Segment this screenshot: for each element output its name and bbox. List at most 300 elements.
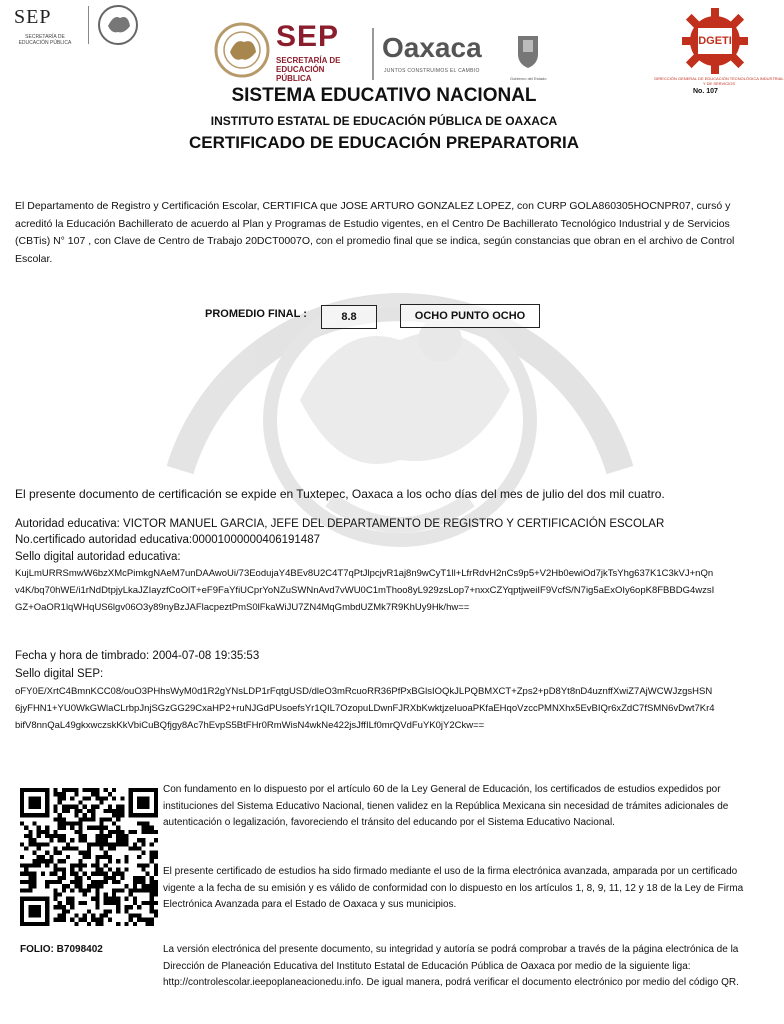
qr-module (83, 893, 87, 897)
qr-module (104, 876, 108, 880)
qr-module (83, 813, 87, 817)
qr-module (112, 893, 116, 897)
qr-module (33, 838, 37, 842)
qr-module (145, 918, 149, 922)
qr-module (62, 909, 66, 913)
qr-module (70, 847, 74, 851)
qr-module (150, 880, 154, 884)
qr-module (141, 884, 145, 888)
qr-module (125, 897, 129, 901)
qr-module (83, 888, 87, 892)
qr-module (150, 859, 154, 863)
qr-module (125, 834, 129, 838)
qr-module (70, 821, 74, 825)
qr-module (79, 884, 83, 888)
qr-module (112, 901, 116, 905)
qr-module (108, 834, 112, 838)
qr-module (108, 909, 112, 913)
qr-module (150, 897, 154, 901)
qr-module (99, 880, 103, 884)
qr-module (66, 809, 70, 813)
qr-module (141, 842, 145, 846)
qr-module (74, 847, 78, 851)
qr-module (87, 888, 91, 892)
sep-small-word: SEP (14, 6, 52, 28)
national-seal-icon (96, 4, 140, 46)
qr-module (112, 842, 116, 846)
qr-module (95, 792, 99, 796)
qr-module (108, 855, 112, 859)
qr-module (145, 884, 149, 888)
qr-module (79, 834, 83, 838)
qr-module (116, 901, 120, 905)
qr-module (24, 863, 28, 867)
qr-module (104, 842, 108, 846)
qr-module (137, 847, 141, 851)
qr-module (116, 842, 120, 846)
qr-module (133, 847, 137, 851)
qr-module (53, 817, 57, 821)
qr-module (141, 918, 145, 922)
qr-module (79, 863, 83, 867)
qr-module (62, 796, 66, 800)
qr-module (58, 918, 62, 922)
qr-module (112, 788, 116, 792)
qr-module (58, 834, 62, 838)
oaxaca-gov-label: Gobierno del Estado (510, 76, 547, 81)
qr-module (66, 855, 70, 859)
qr-module (62, 859, 66, 863)
qr-module (83, 796, 87, 800)
qr-module (91, 872, 95, 876)
qr-module (99, 838, 103, 842)
qr-module (95, 880, 99, 884)
qr-module (116, 813, 120, 817)
qr-module (58, 838, 62, 842)
qr-module (99, 826, 103, 830)
qr-module (108, 859, 112, 863)
qr-module (104, 863, 108, 867)
qr-module (129, 913, 133, 917)
sep-main-subtitle: SECRETARÍA DE EDUCACIÓN PÚBLICA (276, 56, 341, 83)
qr-module (87, 884, 91, 888)
qr-module (70, 880, 74, 884)
qr-module (87, 855, 91, 859)
qr-module (95, 863, 99, 867)
qr-module (62, 792, 66, 796)
qr-module (37, 855, 41, 859)
qr-module (83, 918, 87, 922)
qr-module (33, 851, 37, 855)
qr-module (141, 901, 145, 905)
qr-module (116, 897, 120, 901)
qr-module (112, 813, 116, 817)
qr-module (133, 876, 137, 880)
qr-module (141, 867, 145, 871)
qr-module (58, 901, 62, 905)
qr-module (62, 805, 66, 809)
authority-block (15, 516, 755, 548)
qr-module (74, 830, 78, 834)
header-divider (88, 6, 89, 44)
legal-paragraph-1: Con fundamento en lo dispuesto por el artículo 60 de la Ley General de Educación, los certificados de estudios expedidos por instituciones del Sistema Educativo Nacional, tienen validez en la República Mexicana sin necesidad de trámites adicionales de autenticación o legalización, favoreciendo el tránsito del educando por el Sistema Educativo Nacional. (163, 784, 729, 828)
qr-module (116, 880, 120, 884)
qr-module (154, 888, 158, 892)
qr-module (49, 838, 53, 842)
authority-name: Autoridad educativa: VICTOR MANUEL GARCIA, JEFE DEL DEPARTAMENTO DE REGISTRO Y CERTIFICACIÓN ESCOLAR (15, 518, 665, 530)
qr-module (116, 867, 120, 871)
qr-module (53, 834, 57, 838)
qr-module (95, 888, 99, 892)
oaxaca-divider (372, 28, 374, 80)
qr-module (87, 876, 91, 880)
qr-module (58, 801, 62, 805)
qr-module (104, 817, 108, 821)
qr-module (62, 834, 66, 838)
qr-module (79, 851, 83, 855)
qr-module (104, 855, 108, 859)
qr-module (37, 830, 41, 834)
qr-module (116, 859, 120, 863)
qr-module (150, 918, 154, 922)
qr-module (154, 867, 158, 871)
qr-module (108, 805, 112, 809)
qr-finder (137, 796, 150, 809)
qr-module (145, 863, 149, 867)
qr-module (99, 801, 103, 805)
sep-seal-icon (214, 22, 270, 78)
qr-module (125, 909, 129, 913)
qr-module (154, 909, 158, 913)
qr-module (150, 855, 154, 859)
qr-module (53, 893, 57, 897)
qr-module (20, 863, 24, 867)
qr-module (120, 838, 124, 842)
qr-module (95, 855, 99, 859)
qr-module (70, 826, 74, 830)
qr-module (95, 838, 99, 842)
qr-module (108, 792, 112, 796)
qr-module (120, 830, 124, 834)
qr-module (133, 880, 137, 884)
qr-module (150, 851, 154, 855)
qr-module (91, 813, 95, 817)
qr-module (58, 826, 62, 830)
qr-module (83, 805, 87, 809)
qr-module (154, 830, 158, 834)
qr-module (70, 805, 74, 809)
qr-module (99, 872, 103, 876)
qr-module (99, 867, 103, 871)
dgeti-logo (654, 6, 784, 96)
qr-module (53, 847, 57, 851)
qr-module (45, 884, 49, 888)
qr-module (20, 821, 24, 825)
qr-module (99, 842, 103, 846)
qr-module (133, 897, 137, 901)
qr-module (87, 842, 91, 846)
qr-module (20, 855, 24, 859)
qr-module (99, 834, 103, 838)
qr-module (133, 922, 137, 926)
qr-module (49, 855, 53, 859)
qr-module (112, 847, 116, 851)
authority-certificate-number: No.certificado autoridad educativa:00001000000406191487 (15, 534, 320, 546)
qr-module (141, 826, 145, 830)
qr-module (49, 834, 53, 838)
qr-module (33, 863, 37, 867)
qr-module (79, 821, 83, 825)
qr-module (95, 901, 99, 905)
qr-module (24, 826, 28, 830)
qr-module (133, 842, 137, 846)
qr-module (37, 842, 41, 846)
qr-module (137, 880, 141, 884)
qr-module (53, 897, 57, 901)
qr-module (45, 863, 49, 867)
qr-module (133, 888, 137, 892)
qr-module (104, 909, 108, 913)
qr-module (87, 847, 91, 851)
qr-module (53, 851, 57, 855)
qr-module (33, 872, 37, 876)
qr-module (66, 897, 70, 901)
sep-seal-code: oFY0E/XrtC4BmnKCC08/ouO3PHhsWyM0d1R2gYNsLDP1rFqtgUSD/dleO3mRcuoRR36PfPxBGlsIOQkJLPQBMXCT+Zps2+pD8Yt8nD4uznffXwiZ7AjWCWJzgsHSN6jyFHN1+YU0WkGWlaCLrbpJnjSGzGG29CxaHP2+ruNJGdPUsoefsYr1QIL7OzopuLDwnFJRXbKwktjzeIuoaPKfaEHqoVzccPMNXhx5EvBIQr6xZdC7fSMN6vDwt7Kr4bifV8nnQaL49gkxwczskKkVbiCuBQfjgy8Ac7hEvpS5BtFHr0RmWisN4wkNe422jsJffILf0mrQVdFuYK0jY2Ckw== (15, 686, 715, 731)
qr-module (154, 851, 158, 855)
qr-module (91, 884, 95, 888)
qr-module (62, 821, 66, 825)
qr-module (125, 842, 129, 846)
qr-module (87, 817, 91, 821)
qr-module (41, 855, 45, 859)
qr-module (104, 893, 108, 897)
qr-module (45, 830, 49, 834)
qr-module (28, 863, 32, 867)
qr-module (66, 788, 70, 792)
qr-module (150, 922, 154, 926)
qr-module (95, 918, 99, 922)
qr-module (74, 792, 78, 796)
qr-module (129, 905, 133, 909)
qr-finder (28, 796, 41, 809)
qr-module (83, 817, 87, 821)
qr-module (66, 805, 70, 809)
qr-module (116, 834, 120, 838)
qr-module (53, 888, 57, 892)
qr-module (79, 859, 83, 863)
qr-module (53, 867, 57, 871)
qr-module (95, 826, 99, 830)
qr-module (120, 872, 124, 876)
qr-module (116, 809, 120, 813)
qr-module (120, 796, 124, 800)
qr-module (99, 817, 103, 821)
qr-module (87, 909, 91, 913)
qr-module (91, 918, 95, 922)
qr-module (58, 851, 62, 855)
qr-module (45, 859, 49, 863)
qr-module (33, 880, 37, 884)
legal-paragraph-2: El presente certificado de estudios ha sido firmado mediante el uso de la firma electrónica avanzada, amparada por un certificado vigente a la fecha de su emisión y es válido de conformidad con lo dispuesto en los artículos 1, 8, 9, 11, 12 y 18 de la Ley de Firma Electrónica Avanzada para el Estado de Oaxaca y sus municipios. (163, 866, 744, 910)
qr-module (62, 884, 66, 888)
qr-module (62, 913, 66, 917)
qr-module (91, 913, 95, 917)
qr-module (137, 855, 141, 859)
qr-module (79, 801, 83, 805)
qr-module (120, 876, 124, 880)
qr-module (58, 913, 62, 917)
qr-module (74, 809, 78, 813)
qr-module (125, 884, 129, 888)
qr-module (62, 905, 66, 909)
final-grade-words: OCHO PUNTO OCHO (400, 304, 540, 328)
qr-module (137, 838, 141, 842)
qr-module (70, 888, 74, 892)
qr-module (116, 872, 120, 876)
qr-module (58, 792, 62, 796)
gear-icon (680, 6, 750, 76)
qr-module (33, 884, 37, 888)
qr-module (58, 859, 62, 863)
qr-module (104, 796, 108, 800)
qr-module (58, 893, 62, 897)
qr-module (53, 809, 57, 813)
qr-module (83, 872, 87, 876)
qr-module (83, 855, 87, 859)
institute-title: INSTITUTO ESTATAL DE EDUCACIÓN PÚBLICA DE OAXACA (210, 114, 558, 128)
qr-module (58, 796, 62, 800)
qr-module (41, 830, 45, 834)
qr-module (49, 880, 53, 884)
qr-module (154, 901, 158, 905)
qr-module (45, 826, 49, 830)
qr-module (104, 851, 108, 855)
qr-module (45, 842, 49, 846)
qr-module (120, 842, 124, 846)
qr-module (99, 830, 103, 834)
legal-paragraph-3: La versión electrónica del presente documento, su integridad y autoría se podrá comprobar a través de la página electrónica de la Dirección de Planeación Educativa del Instituto Estatal de Educación Pública de Oaxaca por medio de la siguiente liga: http://controlescolar.ieepoplaneacionedu.info. De igual manera, podrá verificar el documento electrónico por medio del código QR. (163, 944, 739, 988)
qr-module (108, 876, 112, 880)
qr-module (91, 897, 95, 901)
qr-module (79, 817, 83, 821)
qr-module (145, 901, 149, 905)
certification-paragraph: El Departamento de Registro y Certificación Escolar, CERTIFICA que JOSE ARTURO GONZALEZ LOPEZ, con CURP GOLA860305HOCNPR07, cursó y acreditó la Educación Bachillerato de acuerdo al Plan y Programas de Estudio vigentes, en el Centro De Bachillerato Tecnológico Industrial y de Servicios (CBTis) N° 107 , con Clave de Centro de Trabajo 20DCT0007O, con el promedio final que se indica, según constancias que obran en el archivo de Control Escolar. (15, 200, 735, 265)
qr-module (150, 826, 154, 830)
system-title: SISTEMA EDUCATIVO NACIONAL (231, 85, 537, 106)
qr-module (37, 863, 41, 867)
qr-module (99, 913, 103, 917)
qr-module (53, 880, 57, 884)
qr-module (125, 859, 129, 863)
qr-module (62, 872, 66, 876)
qr-module (66, 847, 70, 851)
qr-module (24, 888, 28, 892)
qr-module (108, 830, 112, 834)
qr-module (129, 918, 133, 922)
qr-module (95, 859, 99, 863)
qr-module (62, 876, 66, 880)
qr-module (116, 909, 120, 913)
qr-module (95, 805, 99, 809)
oaxaca-logo (372, 24, 548, 86)
oaxaca-word: Oaxaca (382, 32, 482, 63)
qr-module (74, 805, 78, 809)
qr-module (104, 809, 108, 813)
qr-module (116, 805, 120, 809)
qr-module (83, 838, 87, 842)
qr-module (112, 796, 116, 800)
qr-module (37, 859, 41, 863)
qr-module (116, 838, 120, 842)
qr-module (91, 809, 95, 813)
qr-module (33, 821, 37, 825)
qr-module (104, 872, 108, 876)
qr-module (83, 851, 87, 855)
qr-module (91, 792, 95, 796)
qr-module (95, 897, 99, 901)
qr-module (70, 788, 74, 792)
qr-module (45, 834, 49, 838)
qr-module (154, 855, 158, 859)
qr-module (104, 901, 108, 905)
qr-module (104, 880, 108, 884)
qr-module (95, 905, 99, 909)
qr-code[interactable] (20, 788, 158, 926)
qr-finder (28, 905, 41, 918)
qr-module (33, 859, 37, 863)
qr-module (53, 805, 57, 809)
qr-module (41, 872, 45, 876)
qr-module (108, 867, 112, 871)
qr-module (28, 842, 32, 846)
qr-module (62, 838, 66, 842)
qr-module (104, 826, 108, 830)
qr-module (66, 842, 70, 846)
qr-module (95, 893, 99, 897)
qr-module (125, 867, 129, 871)
qr-module (83, 901, 87, 905)
qr-module (141, 851, 145, 855)
qr-module (95, 788, 99, 792)
qr-module (79, 809, 83, 813)
qr-module (70, 872, 74, 876)
qr-module (150, 884, 154, 888)
qr-module (58, 867, 62, 871)
qr-module (99, 922, 103, 926)
qr-module (108, 847, 112, 851)
qr-module (154, 880, 158, 884)
qr-module (58, 821, 62, 825)
qr-module (112, 880, 116, 884)
qr-module (33, 842, 37, 846)
sep-seal-label: Sello digital SEP: (15, 668, 104, 680)
qr-module (74, 821, 78, 825)
qr-module (62, 809, 66, 813)
qr-module (74, 913, 78, 917)
qr-module (28, 834, 32, 838)
qr-module (62, 826, 66, 830)
qr-module (62, 888, 66, 892)
qr-module (70, 796, 74, 800)
qr-module (154, 838, 158, 842)
qr-module (99, 821, 103, 825)
qr-module (120, 888, 124, 892)
qr-module (70, 918, 74, 922)
qr-module (125, 905, 129, 909)
qr-module (150, 842, 154, 846)
qr-module (91, 788, 95, 792)
qr-module (53, 788, 57, 792)
